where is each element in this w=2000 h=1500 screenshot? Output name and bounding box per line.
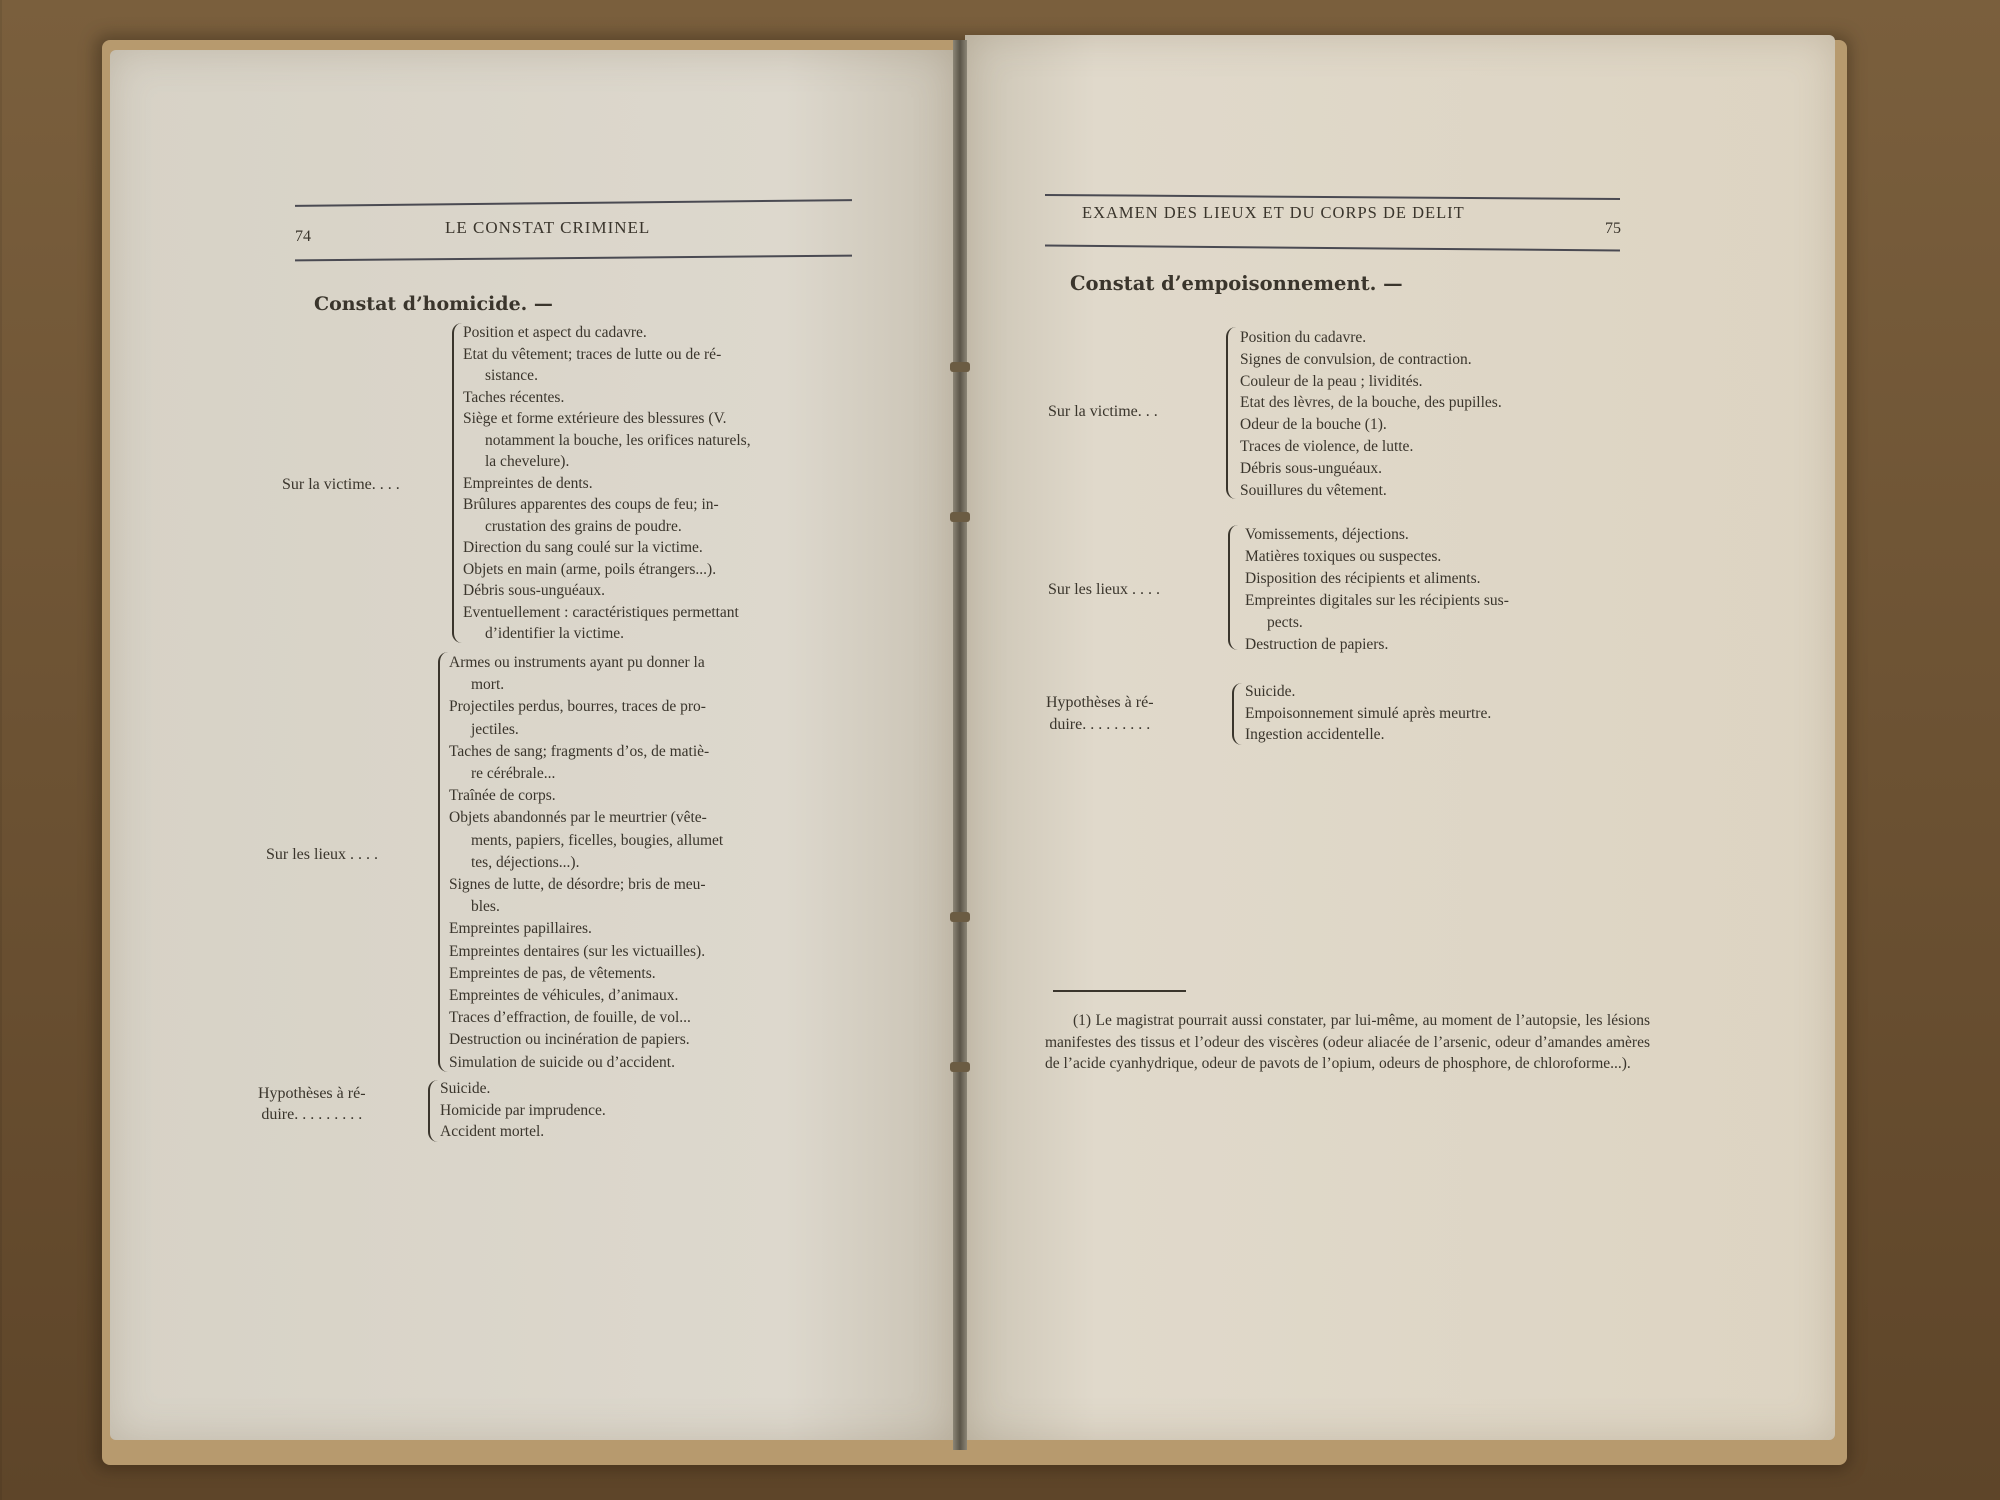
list-item bbox=[1240, 436, 1660, 458]
list-item bbox=[449, 963, 854, 985]
group-label-victim-left: Sur la victime. . . . bbox=[282, 476, 400, 493]
list-item bbox=[1240, 371, 1660, 393]
list-item bbox=[449, 1052, 854, 1074]
item-line: Etat des lèvres, de la bouche, des pupilles. bbox=[1240, 394, 1502, 412]
item-line: Position du cadavre. bbox=[1240, 329, 1367, 346]
item-line: Empreintes de dents. bbox=[463, 474, 593, 492]
binding-stitch bbox=[950, 362, 970, 372]
group-label-lieux-right: Sur les lieux . . . . bbox=[1048, 581, 1160, 598]
item-line: Position et aspect du cadavre. bbox=[463, 324, 647, 341]
footnote-rule bbox=[1053, 990, 1186, 992]
list-item bbox=[1245, 681, 1645, 703]
list-item bbox=[449, 696, 854, 740]
hypotheses-line-2: duire. . . . . . . . . bbox=[261, 1106, 363, 1123]
list-item bbox=[463, 322, 858, 344]
hypotheses-line-2-right: duire. . . . . . . . . bbox=[1049, 716, 1151, 733]
item-line: Taches de sang; fragments d’os, de matiè- bbox=[449, 742, 710, 760]
item-line: Empreintes dentaires (sur les victuailles). bbox=[449, 942, 706, 960]
item-line: Suicide. bbox=[1245, 683, 1296, 700]
item-line: Brûlures apparentes des coups de feu; in- bbox=[463, 496, 719, 513]
item-line: Vomissements, déjections. bbox=[1245, 526, 1409, 543]
item-line: Traces d’effraction, de fouille, de vol... bbox=[449, 1009, 691, 1027]
item-line: Armes ou instruments ayant pu donner la bbox=[449, 654, 705, 671]
list-item bbox=[449, 741, 854, 785]
items-victim-left bbox=[463, 322, 858, 645]
hypotheses-line-1-right: Hypothèses à ré- bbox=[1046, 694, 1154, 711]
running-head-left: LE CONSTAT CRIMINEL bbox=[445, 218, 651, 237]
item-line: Projectiles perdus, bourres, traces de pro- bbox=[449, 698, 706, 716]
list-item bbox=[1240, 349, 1660, 371]
brace-lieux-right bbox=[1228, 525, 1240, 650]
item-line: Direction du sang coulé sur la victime. bbox=[463, 539, 703, 556]
list-item bbox=[463, 344, 858, 387]
list-item bbox=[449, 941, 854, 963]
item-line: Empreintes papillaires. bbox=[449, 920, 592, 938]
item-line: Ingestion accidentelle. bbox=[1245, 726, 1385, 743]
item-continuation: ments, papiers, ficelles, bougies, allumet bbox=[471, 831, 724, 849]
list-item bbox=[463, 537, 858, 559]
list-item bbox=[463, 494, 858, 537]
items-lieux-right bbox=[1245, 524, 1665, 656]
items-victim-right bbox=[1240, 327, 1660, 501]
list-item bbox=[449, 652, 854, 696]
page-number-left: 74 bbox=[295, 228, 311, 245]
item-line: Débris sous-unguéaux. bbox=[1240, 459, 1383, 477]
item-line: Traces de violence, de lutte. bbox=[1240, 437, 1414, 455]
group-label-lieux-left: Sur les lieux . . . . bbox=[266, 846, 378, 863]
item-line: Couleur de la peau ; lividités. bbox=[1240, 372, 1423, 390]
list-item bbox=[1240, 458, 1660, 480]
item-line: Débris sous-unguéaux. bbox=[463, 582, 606, 599]
section-title-homicide: Constat d’homicide. — bbox=[314, 293, 553, 315]
item-line: Siège et forme extérieure des blessures (V. bbox=[463, 410, 727, 427]
list-item bbox=[1240, 480, 1660, 502]
items-hypotheses-right bbox=[1245, 681, 1645, 746]
binding-stitch bbox=[950, 1062, 970, 1072]
item-line: Etat du vêtement; traces de lutte ou de ré- bbox=[463, 345, 722, 363]
group-label-hypotheses-right bbox=[1046, 692, 1154, 736]
brace-hypotheses-left bbox=[428, 1080, 438, 1142]
list-item bbox=[463, 559, 858, 581]
list-item bbox=[449, 874, 854, 918]
item-continuation: re cérébrale... bbox=[471, 765, 556, 783]
item-line: Traînée de corps. bbox=[449, 787, 556, 805]
item-continuation: tes, déjections...). bbox=[471, 853, 580, 871]
items-lieux-left bbox=[449, 652, 854, 1074]
item-continuation: jectiles. bbox=[471, 720, 519, 738]
item-line: Empreintes de véhicules, d’animaux. bbox=[449, 987, 679, 1005]
item-continuation: notamment la bouche, les orifices naturels, bbox=[485, 431, 751, 449]
list-item bbox=[1240, 414, 1660, 436]
item-line: Suicide. bbox=[440, 1080, 491, 1097]
list-item bbox=[449, 985, 854, 1007]
list-item bbox=[463, 473, 858, 495]
list-item bbox=[1245, 568, 1665, 590]
list-item bbox=[440, 1100, 740, 1122]
items-hypotheses-left bbox=[440, 1078, 740, 1143]
item-continuation: mort. bbox=[471, 676, 505, 694]
item-continuation: sistance. bbox=[485, 367, 538, 384]
list-item bbox=[463, 602, 858, 645]
list-item bbox=[1245, 634, 1665, 656]
list-item bbox=[463, 408, 858, 473]
item-line: Destruction ou incinération de papiers. bbox=[449, 1031, 690, 1049]
item-line: Empoisonnement simulé après meurtre. bbox=[1245, 704, 1492, 722]
list-item bbox=[449, 807, 854, 874]
item-continuation: crustation des grains de poudre. bbox=[485, 517, 682, 535]
item-continuation: bles. bbox=[471, 898, 500, 916]
item-line: Matières toxiques ou suspectes. bbox=[1245, 548, 1442, 565]
binding-stitch bbox=[950, 512, 970, 522]
list-item bbox=[1245, 703, 1645, 725]
item-line: Accident mortel. bbox=[440, 1123, 545, 1140]
list-item bbox=[440, 1121, 740, 1143]
list-item bbox=[1245, 546, 1665, 568]
list-item bbox=[440, 1078, 740, 1100]
item-line: Homicide par imprudence. bbox=[440, 1101, 606, 1119]
item-continuation: la chevelure). bbox=[485, 453, 570, 470]
footnote-text: (1) Le magistrat pourrait aussi constater, par lui-même, au moment de l’autopsie, les lésions manifestes des tissus et l’odeur des viscères (odeur aliacée de l’arsenic, odeur d’amandes amères de l’acide cyanhydrique, odeur de pavots de l’opium, odeurs de phosphore, de chloroforme...). bbox=[1045, 1012, 1650, 1072]
item-line: Empreintes de pas, de vêtements. bbox=[449, 964, 656, 982]
item-line: Empreintes digitales sur les récipients sus- bbox=[1245, 592, 1509, 609]
hypotheses-line-1: Hypothèses à ré- bbox=[258, 1085, 366, 1102]
page-number-right: 75 bbox=[1605, 220, 1621, 237]
item-line: Eventuellement : caractéristiques permettant bbox=[463, 603, 739, 621]
brace-hypotheses-right bbox=[1232, 683, 1242, 745]
item-line: Disposition des récipients et aliments. bbox=[1245, 570, 1481, 587]
item-continuation: pects. bbox=[1267, 614, 1303, 631]
list-item bbox=[449, 1007, 854, 1029]
item-line: Taches récentes. bbox=[463, 388, 565, 406]
list-item bbox=[449, 1029, 854, 1051]
item-continuation: d’identifier la victime. bbox=[485, 625, 625, 642]
list-item bbox=[1240, 327, 1660, 349]
list-item bbox=[449, 918, 854, 940]
list-item bbox=[463, 580, 858, 602]
item-line: Objets abandonnés par le meurtrier (vête- bbox=[449, 809, 707, 827]
list-item bbox=[463, 387, 858, 409]
running-head-right: EXAMEN DES LIEUX ET DU CORPS DE DELIT bbox=[1082, 203, 1465, 222]
group-label-hypotheses-left bbox=[258, 1083, 366, 1125]
book-spine bbox=[953, 40, 967, 1450]
item-line: Destruction de papiers. bbox=[1245, 636, 1389, 653]
list-item bbox=[449, 785, 854, 807]
list-item bbox=[1240, 392, 1660, 414]
item-line: Souillures du vêtement. bbox=[1240, 481, 1387, 499]
item-line: Signes de convulsion, de contraction. bbox=[1240, 350, 1472, 368]
brace-victim-right bbox=[1226, 327, 1238, 499]
list-item bbox=[1245, 724, 1645, 746]
item-line: Odeur de la bouche (1). bbox=[1240, 416, 1387, 434]
list-item bbox=[1245, 524, 1665, 546]
item-line: Objets en main (arme, poils étrangers...). bbox=[463, 560, 717, 578]
item-line: Signes de lutte, de désordre; bris de meu- bbox=[449, 876, 706, 894]
item-line: Simulation de suicide ou d’accident. bbox=[449, 1053, 675, 1071]
list-item bbox=[1245, 590, 1665, 634]
group-label-victim-right: Sur la victime. . . bbox=[1048, 403, 1158, 420]
section-title-empoisonnement: Constat d’empoisonnement. — bbox=[1070, 272, 1403, 295]
binding-stitch bbox=[950, 912, 970, 922]
